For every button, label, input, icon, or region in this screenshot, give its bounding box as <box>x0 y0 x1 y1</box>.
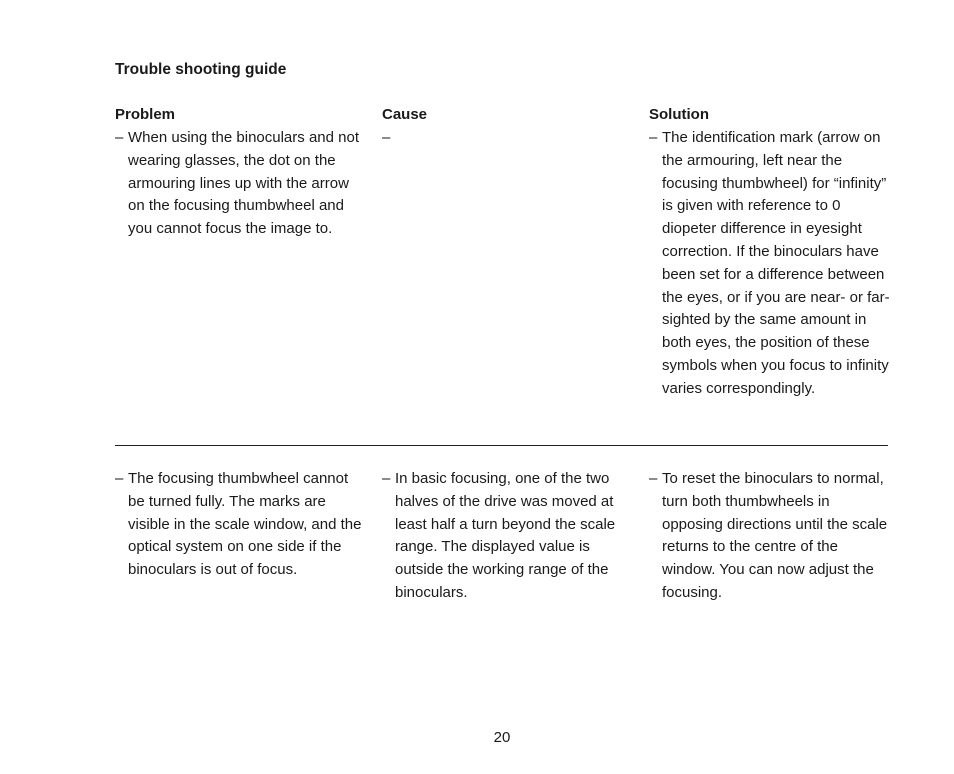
row-2-solution <box>649 468 894 605</box>
solution-text: The identification mark (arrow on the armouring, left near the focusing thumbwheel) for “infinity” is given with reference to 0 diopeter difference in eyesight correction. If the binoculars have been set for a difference between the eyes, or if you are near- or far-sighted by the same amount in both eyes, the position of these symbols when you focus to infinity varies correspondingly. <box>662 129 890 397</box>
page-title: Trouble shooting guide <box>115 61 287 78</box>
problem-text: When using the binoculars and not wearing glasses, the dot on the armouring lines up with the arrow on the focusing thumbwheel and you cannot focus the image to. <box>128 129 359 238</box>
column-header-problem: Problem <box>115 106 176 123</box>
bullet-dash: – <box>382 129 391 146</box>
bullet-dash: – <box>382 470 391 487</box>
bullet-dash: – <box>649 129 658 146</box>
cause-text: In basic focusing, one of the two halves of the drive was moved at least half a turn beyond the scale range. The displayed value is outside the working range of the binoculars. <box>395 470 616 601</box>
solution-text: To reset the binoculars to normal, turn both thumbwheels in opposing directions until the scale returns to the centre of the window. You can now adjust the focusing. <box>662 470 888 601</box>
bullet-dash: – <box>115 470 124 487</box>
row-2-cause <box>382 468 622 605</box>
column-header-cause: Cause <box>382 106 428 123</box>
row-2-problem <box>115 468 363 582</box>
row-1-problem <box>115 127 363 241</box>
problem-text: The focusing thumbwheel cannot be turned fully. The marks are visible in the scale window, and the optical system on one side if the binoculars is out of focus. <box>128 470 362 579</box>
row-divider <box>115 445 888 446</box>
bullet-dash: – <box>649 470 658 487</box>
row-1-solution <box>649 127 894 401</box>
column-header-solution: Solution <box>649 106 709 123</box>
bullet-dash: – <box>115 129 124 146</box>
page-number: 20 <box>493 729 511 746</box>
